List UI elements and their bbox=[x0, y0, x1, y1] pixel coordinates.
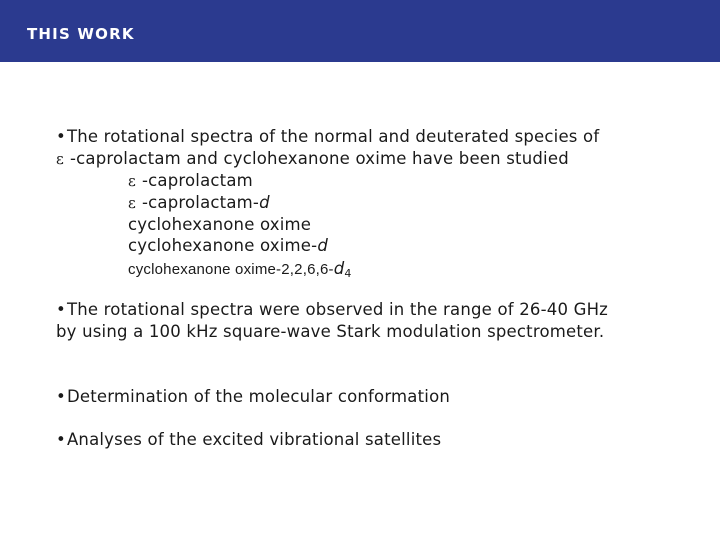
observation-text-2: by using a 100 kHz square-wave Stark modulation spectrometer. bbox=[56, 322, 605, 341]
observation-line-1 bbox=[56, 299, 608, 320]
conformation-text: Determination of the molecular conformation bbox=[66, 387, 451, 406]
intro-line-1 bbox=[56, 126, 599, 147]
species-suffix: d bbox=[317, 236, 328, 255]
species-label: cyclohexanone oxime-2,2,6,6- bbox=[128, 261, 334, 278]
species-item-oxime-d4 bbox=[128, 258, 352, 284]
satellites-text: Analyses of the excited vibrational satellites bbox=[66, 430, 442, 449]
species-label: cyclohexanone oxime bbox=[128, 215, 312, 234]
bullet-icon: • bbox=[56, 127, 66, 146]
species-label: -caprolactam- bbox=[141, 193, 260, 212]
species-item-oxime bbox=[128, 214, 311, 235]
page-title: THIS WORK bbox=[27, 25, 135, 43]
intro-text-2: -caprolactam and cyclohexanone oxime have been studied bbox=[69, 149, 569, 168]
bullet-icon: • bbox=[56, 387, 66, 406]
intro-text-1: The rotational spectra of the normal and deuterated species of bbox=[66, 127, 600, 146]
conformation-line bbox=[56, 386, 450, 407]
bullet-icon: • bbox=[56, 430, 66, 449]
species-label: cyclohexanone oxime- bbox=[128, 236, 318, 255]
epsilon-symbol: ε bbox=[128, 172, 136, 190]
epsilon-symbol: ε bbox=[56, 150, 64, 168]
species-item-caprolactam bbox=[128, 170, 253, 192]
epsilon-symbol: ε bbox=[128, 194, 136, 212]
bullet-icon: • bbox=[56, 300, 66, 319]
species-subscript: 4 bbox=[344, 267, 352, 280]
species-item-caprolactam-d bbox=[128, 192, 270, 214]
intro-line-2 bbox=[56, 148, 569, 170]
species-suffix: d bbox=[333, 259, 345, 278]
observation-text-1: The rotational spectra were observed in the range of 26-40 GHz bbox=[66, 300, 609, 319]
observation-line-2 bbox=[56, 321, 604, 342]
species-item-oxime-d bbox=[128, 235, 328, 256]
species-label: -caprolactam bbox=[141, 171, 253, 190]
title-banner bbox=[0, 0, 720, 62]
species-suffix: d bbox=[259, 193, 270, 212]
satellites-line bbox=[56, 429, 441, 450]
